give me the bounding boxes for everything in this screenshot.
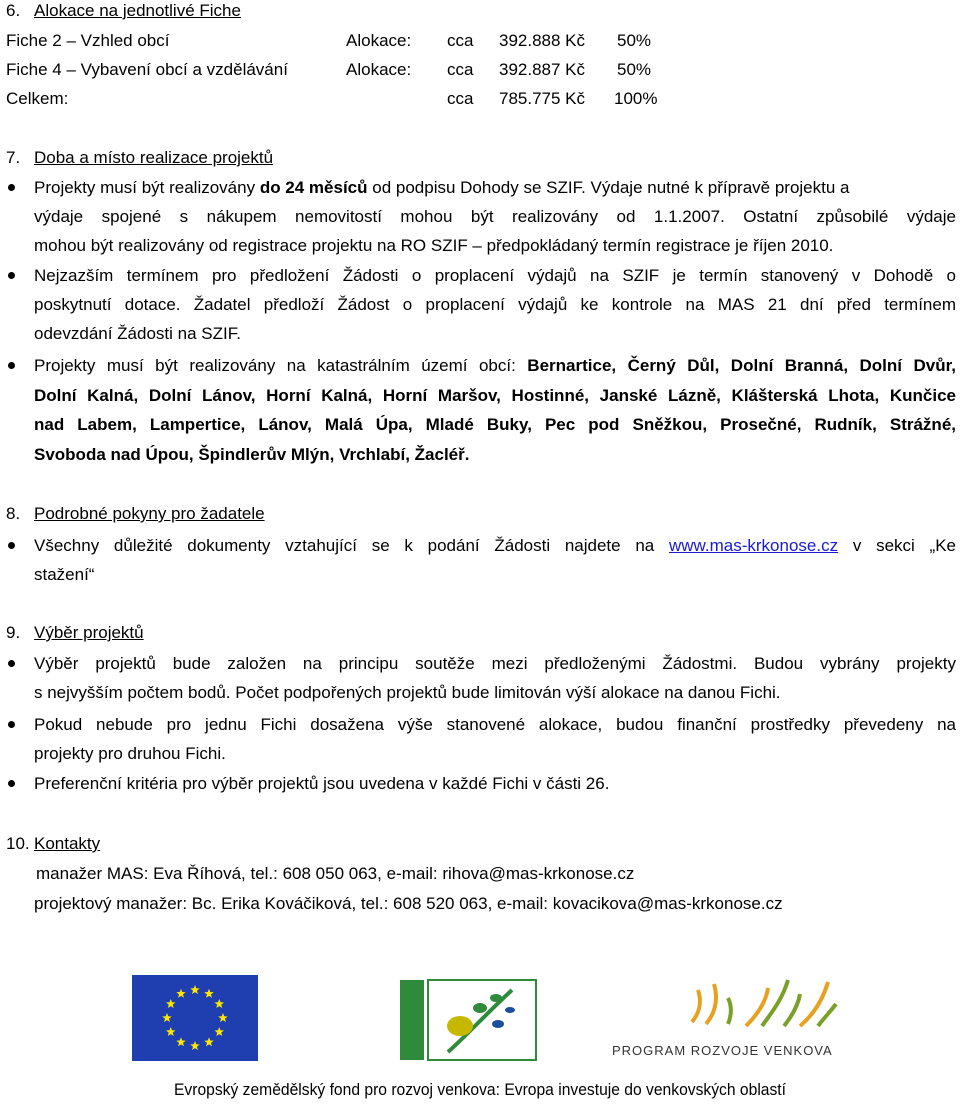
paragraph-line: Svoboda nad Úpou, Špindlerův Mlýn, Vrchlabí, Žacléř. (34, 445, 470, 464)
paragraph-line: poskytnutí dotace. Žadatel předloží Žádost o proplacení výdajů ke kontrole na MAS 21 dní před termínem (34, 295, 956, 314)
section-7-title: Doba a místo realizace projektů (34, 148, 274, 167)
paragraph-line: mohou být realizovány od registrace projektu na RO SZIF – předpokládaný termín registrace je říjen 2010. (34, 236, 834, 255)
paragraph-line: s nejvyšším počtem bodů. Počet podpořených projektů bude limitován výší alokace na danou Fichi. (34, 683, 781, 702)
amount: 785.775 Kč (499, 89, 586, 108)
allocation-label: Alokace: (346, 31, 412, 50)
section-10-title: Kontakty (34, 834, 101, 853)
leader-logo-text: LEADER (377, 986, 392, 1040)
paragraph-line: výdaje spojené s nákupem nemovitostí mohou být realizovány od 1.1.2007. Ostatní způsobilé výdaje (34, 207, 956, 226)
paragraph-line: Všechny důležité dokumenty vztahující se k podání Žádosti najdete na www.mas-krkonose.cz v sekci „Ke (34, 536, 956, 555)
allocation-label: Alokace: (346, 60, 412, 79)
leader-logo-icon (377, 980, 538, 1060)
eu-flag-icon (132, 975, 258, 1061)
bullet-icon (8, 660, 15, 667)
section-8-title: Podrobné pokyny pro žadatele (34, 504, 265, 523)
bullet-icon (8, 184, 15, 191)
paragraph-line: odevzdání Žádosti na SZIF. (34, 324, 241, 343)
fiche-label: Fiche 4 – Vybavení obcí a vzdělávání (6, 60, 288, 79)
fiche-label: Fiche 2 – Vzhled obcí (6, 31, 170, 50)
amount: 392.888 Kč (499, 31, 586, 50)
paragraph-line: stažení“ (34, 565, 95, 584)
section-6-number: 6. (6, 1, 21, 20)
paragraph-line: Projekty musí být realizovány na katastrálním území obcí: Bernartice, Černý Důl, Dolní Branná, Dolní Dvůr, (34, 356, 957, 375)
paragraph-line: Dolní Kalná, Dolní Lánov, Horní Kalná, Horní Maršov, Hostinné, Janské Lázně, Klášterská Lhota, Kunčice (34, 386, 956, 405)
percent: 100% (614, 89, 658, 108)
percent: 50% (617, 31, 652, 50)
percent: 50% (617, 60, 652, 79)
section-7-number: 7. (6, 148, 21, 167)
bullet-icon (8, 272, 15, 279)
website-link[interactable]: www.mas-krkonose.cz (669, 536, 839, 555)
paragraph-line: Pokud nebude pro jednu Fichi dosažena výše stanovené alokace, budou finanční prostředky převedeny na (34, 715, 956, 734)
contact-line: manažer MAS: Eva Říhová, tel.: 608 050 063, e-mail: rihova@mas-krkonose.cz (36, 864, 635, 883)
approx-label: cca (447, 89, 474, 108)
amount: 392.887 Kč (499, 60, 586, 79)
prv-logo-text: PROGRAM ROZVOJE VENKOVA (612, 1043, 833, 1058)
paragraph-line: Preferenční kritéria pro výběr projektů jsou uvedena v každé Fichi v části 26. (34, 774, 610, 793)
bullet-icon (8, 542, 15, 549)
paragraph-line: nad Labem, Lampertice, Lánov, Malá Úpa, Mladé Buky, Pec pod Sněžkou, Prosečné, Rudník, Strážné, (34, 415, 956, 434)
bullet-icon (8, 780, 15, 787)
section-8-number: 8. (6, 504, 21, 523)
section-9-number: 9. (6, 623, 21, 642)
footer-text: Evropský zemědělský fond pro rozvoj venkova: Evropa investuje do venkovských oblastí (173, 1080, 787, 1099)
section-10-number: 10. (6, 834, 30, 853)
total-label: Celkem: (6, 89, 69, 108)
paragraph-line: Výběr projektů bude založen na principu soutěže mezi předloženými Žádostmi. Budou vybrány projekty (34, 654, 956, 673)
section-9-title: Výběr projektů (34, 623, 144, 642)
paragraph-line: projekty pro druhou Fichi. (34, 744, 226, 763)
paragraph-line: Projekty musí být realizovány do 24 měsíců od podpisu Dohody se SZIF. Výdaje nutné k přípravě projektu a (34, 178, 850, 197)
paragraph-line: Nejzazším termínem pro předložení Žádosti o proplacení výdajů na SZIF je termín stanovený v Dohodě o (34, 266, 956, 285)
approx-label: cca (447, 31, 474, 50)
prv-logo-icon (688, 972, 840, 1032)
bullet-icon (8, 721, 15, 728)
bullet-icon (8, 362, 15, 369)
section-6-title: Alokace na jednotlivé Fiche (34, 1, 241, 20)
contact-line: projektový manažer: Bc. Erika Kováčiková, tel.: 608 520 063, e-mail: kovacikova@mas-krkonose.cz (34, 894, 783, 913)
approx-label: cca (447, 60, 474, 79)
